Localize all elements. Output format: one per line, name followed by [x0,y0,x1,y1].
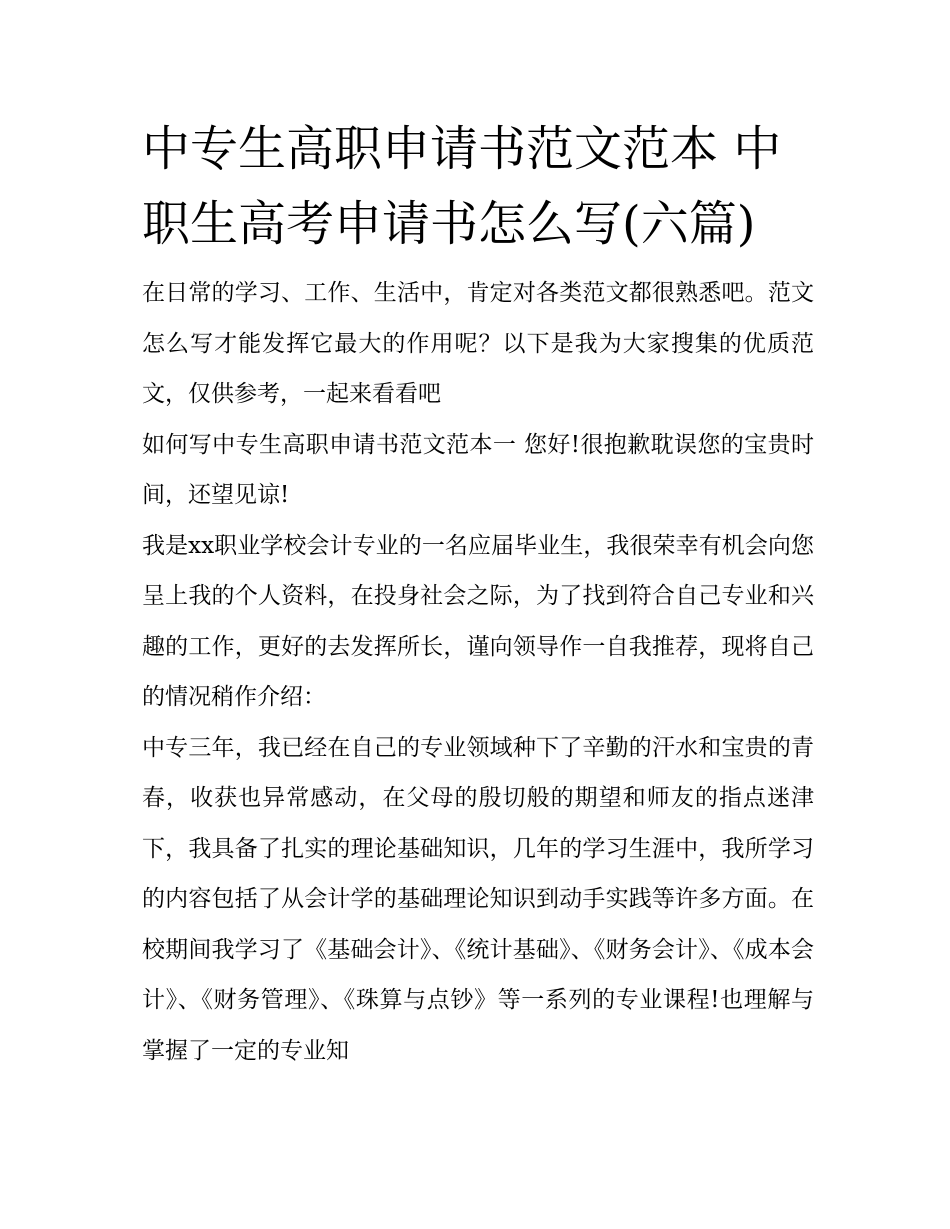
paragraph-greeting: 如何写中专生高职申请书范文范本一 您好!很抱歉耽误您的宝贵时间，还望见谅! [142,431,814,508]
document-title: 中专生高职申请书范文范本 中职生高考申请书怎么写(六篇) [142,121,782,252]
paragraph-self-introduction: 我是xx职业学校会计专业的一名应届毕业生，我很荣幸有机会向您呈上我的个人资料，在投身社会之际，为了找到符合自己专业和兴趣的工作，更好的去发挥所长，谨向领导作一自我推荐，现将自己的情况稍作介绍： [142,532,814,710]
paragraph-education: 中专三年，我已经在自己的专业领域种下了辛勤的汗水和宝贵的青春，收获也异常感动，在父母的殷切般的期望和师友的指点迷津下，我具备了扎实的理论基础知识，几年的学习生涯中，我所学习的内容包括了从会计学的基础理论知识到动手实践等许多方面。在校期间我学习了《基础会计》、《统计基础》、《财务会计》、《成本会计》、《财务管理》、《珠算与点钞》等一系列的专业课程!也理解与掌握了一定的专业知 [142,734,814,1064]
document-body [142,112,814,1076]
paragraph-intro: 在日常的学习、工作、生活中，肯定对各类范文都很熟悉吧。范文怎么写才能发挥它最大的作用呢？以下是我为大家搜集的优质范文，仅供参考，一起来看看吧 [142,280,814,407]
